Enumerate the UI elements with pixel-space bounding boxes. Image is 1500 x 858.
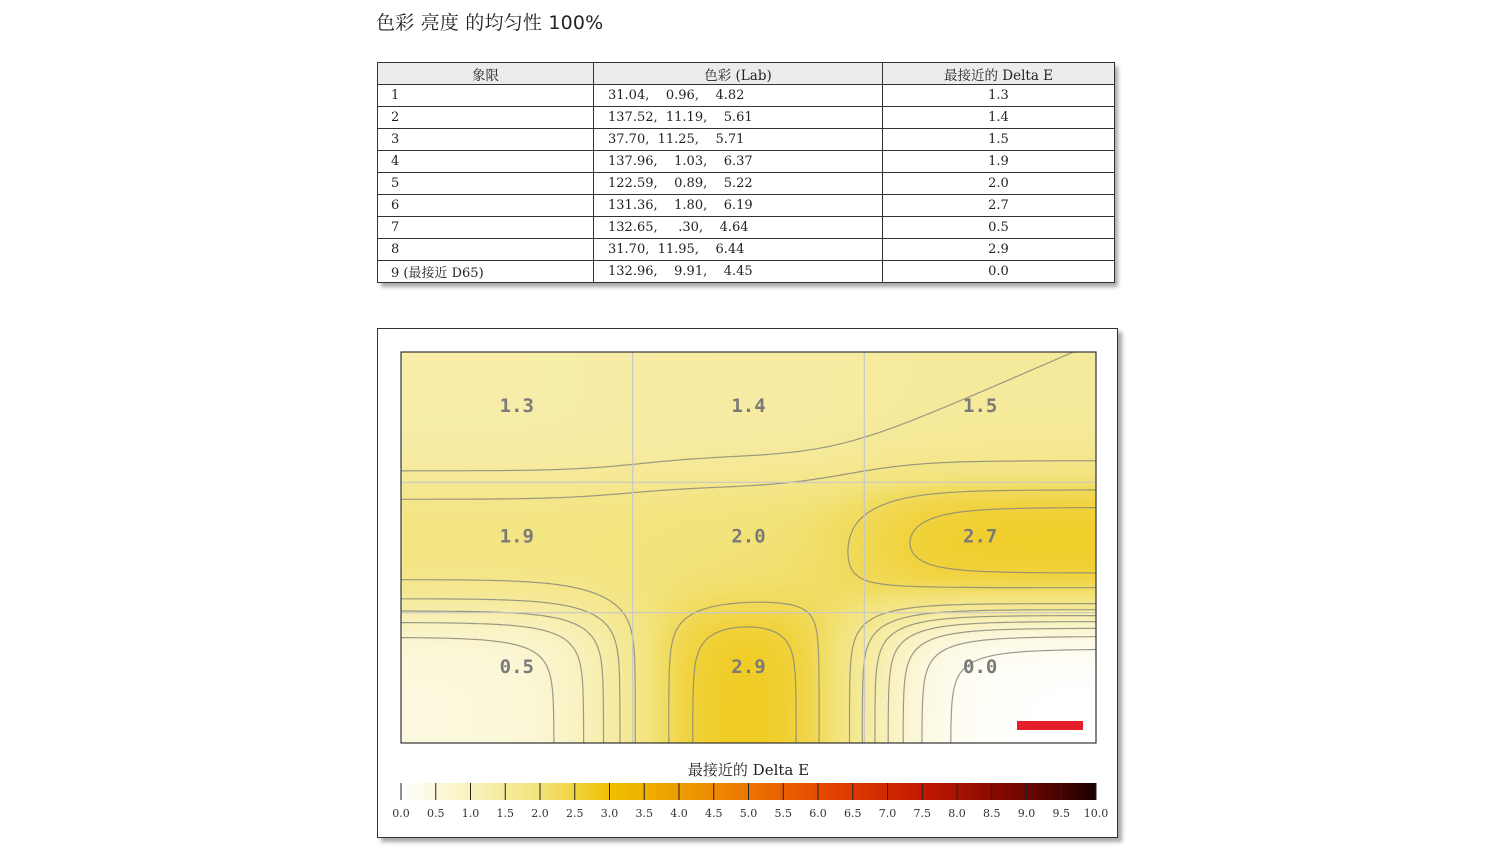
color-bar-tick-label: 5.5 — [774, 807, 792, 820]
page-title: 色彩 亮度 的均匀性 100% — [376, 12, 604, 34]
delta-e-cell: 2.9 — [883, 239, 1115, 261]
delta-e-cell: 0.0 — [883, 261, 1115, 283]
lab-cell: 31.04, 0.96, 4.82 — [594, 85, 883, 107]
header-quadrant: 象限 — [378, 63, 594, 85]
lab-cell: 122.59, 0.89, 5.22 — [594, 173, 883, 195]
quadrant-table-container — [377, 62, 1114, 283]
header-delta-e: 最接近的 Delta E — [883, 63, 1115, 85]
table-row — [378, 261, 1115, 283]
color-bar-tick-label: 2.5 — [566, 807, 584, 820]
quadrant-cell: 9 (最接近 D65) — [378, 261, 594, 283]
color-bar-tick-label: 4.0 — [670, 807, 688, 820]
cell-value-label: 2.9 — [731, 655, 766, 678]
quadrant-cell: 6 — [378, 195, 594, 217]
delta-e-cell: 1.3 — [883, 85, 1115, 107]
lab-cell: 137.96, 1.03, 6.37 — [594, 151, 883, 173]
delta-e-cell: 1.5 — [883, 129, 1115, 151]
color-bar-tick-label: 10.0 — [1083, 807, 1109, 820]
delta-e-cell: 1.9 — [883, 151, 1115, 173]
cell-value-label: 2.7 — [963, 525, 998, 548]
color-bar-tick-label: 7.0 — [878, 807, 897, 820]
color-bar-tick-label: 2.0 — [531, 807, 549, 820]
legend-title: 最接近的 Delta E — [687, 761, 810, 779]
color-bar-tick-label: 7.5 — [913, 807, 931, 820]
delta-e-cell: 2.7 — [883, 195, 1115, 217]
table-header-row — [378, 63, 1115, 85]
marker-bar — [1017, 721, 1083, 730]
cell-value-label: 1.9 — [499, 525, 534, 548]
table-row — [378, 107, 1115, 129]
quadrant-cell: 3 — [378, 129, 594, 151]
table-row — [378, 195, 1115, 217]
cell-value-label: 1.4 — [731, 395, 766, 418]
cell-value-label: 2.0 — [731, 525, 766, 548]
table-row — [378, 173, 1115, 195]
color-bar-tick-label: 4.5 — [705, 807, 723, 820]
quadrant-cell: 1 — [378, 85, 594, 107]
quadrant-cell: 4 — [378, 151, 594, 173]
quadrant-cell: 2 — [378, 107, 594, 129]
lab-cell: 37.70, 11.25, 5.71 — [594, 129, 883, 151]
quadrant-table — [377, 62, 1115, 283]
quadrant-cell: 7 — [378, 217, 594, 239]
color-bar-tick-label: 8.0 — [948, 807, 966, 820]
table-row — [378, 129, 1115, 151]
color-bar-tick-label: 9.0 — [1017, 807, 1036, 820]
lab-cell: 132.65, .30, 4.64 — [594, 217, 883, 239]
color-bar-tick-label: 6.0 — [809, 807, 827, 820]
color-bar-tick-label: 6.5 — [844, 807, 862, 820]
table-row — [378, 217, 1115, 239]
lab-cell: 132.96, 9.91, 4.45 — [594, 261, 883, 283]
cell-value-label: 1.5 — [963, 395, 998, 418]
table-row — [378, 85, 1115, 107]
delta-e-cell: 2.0 — [883, 173, 1115, 195]
color-bar-tick-label: 3.0 — [600, 807, 619, 820]
quadrant-cell: 5 — [378, 173, 594, 195]
color-bar-tick-label: 9.5 — [1052, 807, 1070, 820]
delta-e-cell: 0.5 — [883, 217, 1115, 239]
color-bar-tick-label: 1.5 — [496, 807, 514, 820]
lab-cell: 131.36, 1.80, 6.19 — [594, 195, 883, 217]
color-bar-tick-label: 0.0 — [392, 807, 410, 820]
color-bar-tick-label: 5.0 — [739, 807, 758, 820]
color-bar-tick-label: 1.0 — [461, 807, 480, 820]
table-row — [378, 239, 1115, 261]
delta-e-cell: 1.4 — [883, 107, 1115, 129]
color-bar-tick-label: 3.5 — [635, 807, 653, 820]
color-bar-tick-label: 0.5 — [427, 807, 445, 820]
cell-value-label: 0.0 — [963, 655, 998, 678]
cell-value-label: 1.3 — [499, 395, 534, 418]
uniformity-chart-panel — [377, 328, 1118, 838]
lab-cell: 31.70, 11.95, 6.44 — [594, 239, 883, 261]
lab-cell: 137.52, 11.19, 5.61 — [594, 107, 883, 129]
table-row — [378, 151, 1115, 173]
cell-value-label: 0.5 — [499, 655, 534, 678]
color-bar-tick-label: 8.5 — [983, 807, 1001, 820]
uniformity-heatmap — [378, 329, 1117, 837]
header-lab: 色彩 (Lab) — [594, 63, 883, 85]
quadrant-cell: 8 — [378, 239, 594, 261]
